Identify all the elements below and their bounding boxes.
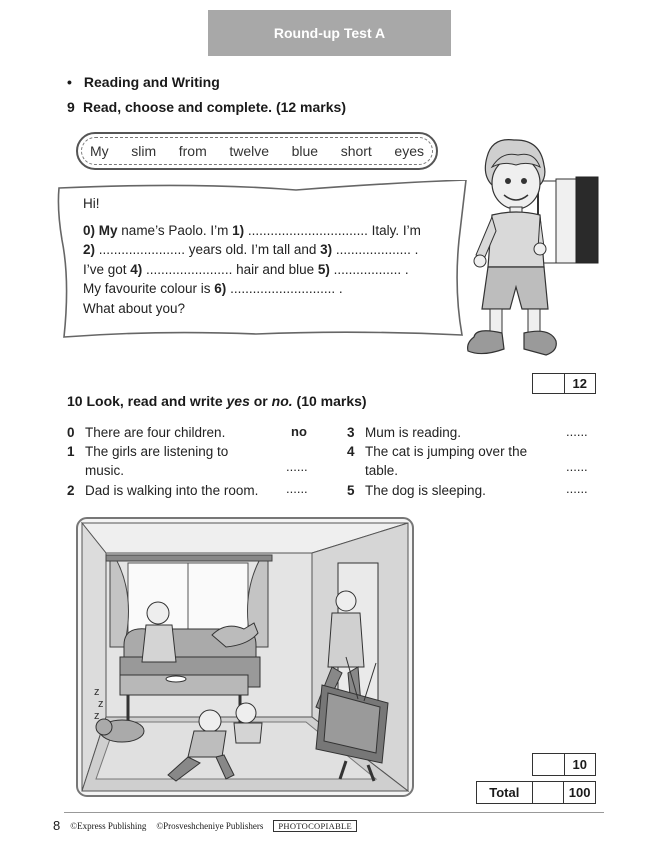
word-bank <box>76 132 438 170</box>
letter-line-3: I’ve got 4) ....................... hair and blue 5) .................. . <box>83 261 409 277</box>
word-bank-item: My <box>90 143 109 159</box>
task10-score-box <box>532 753 596 776</box>
task9-score: 12 <box>572 376 587 391</box>
word-bank-item: from <box>178 143 207 159</box>
living-room-picture-icon <box>76 517 414 797</box>
question-2: 2 Dad is walking into the room. <box>67 483 259 498</box>
section-heading <box>67 74 220 90</box>
question-4: 4 The cat is jumping over the table. <box>347 444 528 478</box>
score-blank <box>533 374 565 393</box>
word-bank-item: short <box>340 143 372 159</box>
letter-line-2: 2) ....................... years old. I’m tall and 3) .................... . <box>83 242 419 257</box>
svg-text:z: z <box>94 710 100 722</box>
question-0: 0 There are four children. <box>67 425 226 440</box>
question-5: 5 The dog is sleeping. <box>347 483 486 498</box>
task10-score: 10 <box>572 757 587 772</box>
photocopiable-badge: PHOTOCOPIABLE <box>273 820 357 832</box>
task9-number: 9 <box>67 99 75 115</box>
letter-card <box>56 180 468 338</box>
task9-score-box <box>532 373 596 394</box>
svg-text:z: z <box>94 686 100 698</box>
footer <box>53 818 357 833</box>
score-blank <box>533 754 565 775</box>
word-bank-item: twelve <box>229 143 270 159</box>
word-bank-item: slim <box>131 143 157 159</box>
word-bank-item: blue <box>291 143 319 159</box>
test-title: Round-up Test A <box>273 25 386 41</box>
footer-divider <box>64 812 604 813</box>
boy-with-flag-icon <box>452 137 602 365</box>
svg-text:z: z <box>98 698 104 710</box>
question-1: 1 The girls are listening to music. <box>67 444 229 478</box>
task9-heading <box>67 99 346 115</box>
answer-0: no <box>291 424 307 439</box>
score-blank <box>533 782 565 803</box>
answer-blank-2[interactable]: ...... <box>286 481 308 496</box>
total-label: Total <box>477 782 533 803</box>
page-number: 8 <box>53 818 61 833</box>
answer-blank-5[interactable]: ...... <box>566 481 588 496</box>
task10-heading: 10 Look, read and write yes or no. (10 marks) <box>67 393 367 409</box>
bullet: • <box>67 74 72 90</box>
publisher-credit-1: ©Express Publishing <box>70 820 147 831</box>
section-title: Reading and Writing <box>83 74 220 90</box>
letter-line-1: 0) My name’s Paolo. I’m 1) ................................ Italy. I’m <box>83 222 421 238</box>
word-bank-item: eyes <box>394 143 424 159</box>
letter-greeting: Hi! <box>83 196 100 211</box>
answer-blank-4[interactable]: ...... <box>566 459 588 474</box>
total-score: 100 <box>568 785 591 800</box>
task9-title: Read, choose and complete. (12 marks) <box>83 99 346 115</box>
letter-closing: What about you? <box>83 300 186 316</box>
answer-blank-3[interactable]: ...... <box>566 424 588 439</box>
test-title-banner <box>208 10 451 56</box>
answer-blank-1[interactable]: ...... <box>286 459 308 474</box>
letter-line-4: My favourite colour is 6) ............................ . <box>83 281 343 296</box>
publisher-credit-2: ©Prosveshcheniye Publishers <box>156 820 264 831</box>
question-3: 3 Mum is reading. <box>347 425 462 440</box>
letter-text <box>83 194 463 318</box>
total-score-box <box>476 781 596 804</box>
